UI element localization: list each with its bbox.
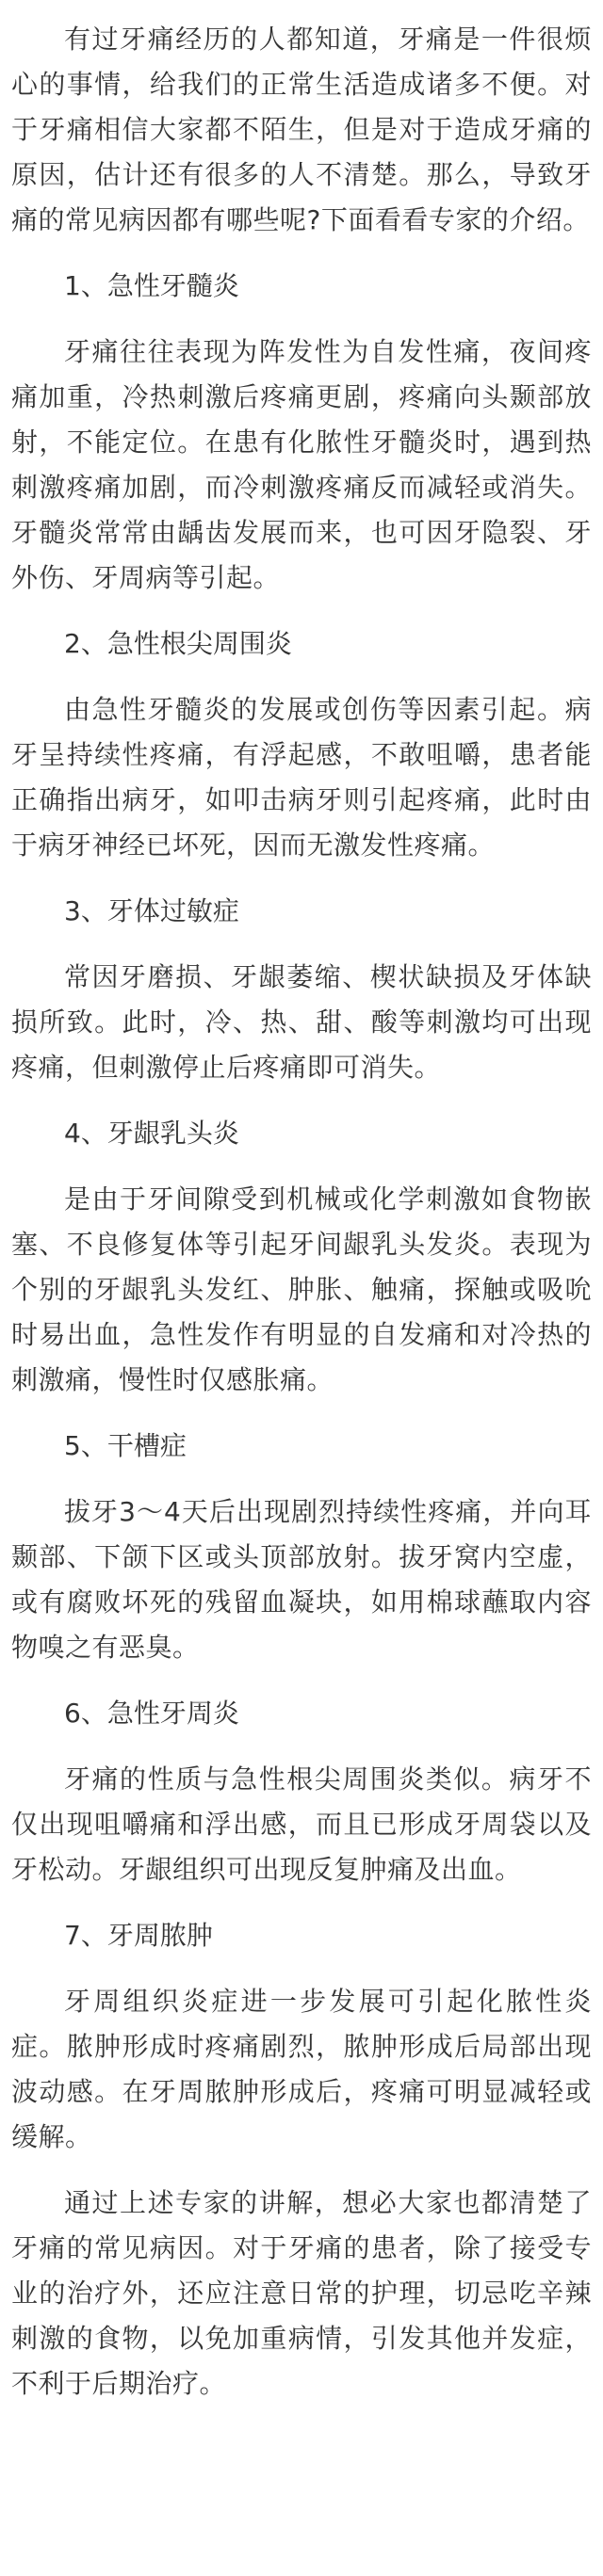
section-heading-7: 7、牙周脓肿	[64, 1920, 213, 1951]
section-heading-3: 3、牙体过敏症	[64, 895, 239, 926]
section-heading-1: 1、急性牙髓炎	[64, 270, 239, 301]
intro-paragraph: 有过牙痛经历的人都知道，牙痛是一件很烦心的事情，给我们的正常生活造成诸多不便。对于牙痛相信大家都不陌生，但是对于造成牙痛的原因，估计还有很多的人不清楚。那么，导致牙痛的常见病因都有哪些呢?下面看看专家的介绍。	[11, 24, 592, 235]
section-heading-5: 5、干槽症	[64, 1430, 187, 1461]
section-heading-6: 6、急性牙周炎	[64, 1698, 239, 1729]
section-body-1: 牙痛往往表现为阵发性为自发性痛，夜间疼痛加重，冷热刺激后疼痛更剧，疼痛向头颞部放射，不能定位。在患有化脓性牙髓炎时，遇到热刺激疼痛加剧，而冷刺激疼痛反而减轻或消失。牙髓炎常常由龋齿发展而来，也可因牙隐裂、牙外伤、牙周病等引起。	[11, 336, 592, 593]
section-body-4: 是由于牙间隙受到机械或化学刺激如食物嵌塞、不良修复体等引起牙间龈乳头发炎。表现为个别的牙龈乳头发红、肿胀、触痛，探触或吸吮时易出血，急性发作有明显的自发痛和对冷热的刺激痛，慢性时仅感胀痛。	[11, 1183, 592, 1395]
conclusion-paragraph: 通过上述专家的讲解，想必大家也都清楚了牙痛的常见病因。对于牙痛的患者，除了接受专业的治疗外，还应注意日常的护理，切忌吃辛辣刺激的食物，以免加重病情，引发其他并发症，不利于后期治疗。	[11, 2187, 592, 2399]
section-heading-2: 2、急性根尖周围炎	[64, 628, 292, 659]
section-body-6: 牙痛的性质与急性根尖周围炎类似。病牙不仅出现咀嚼痛和浮出感，而且已形成牙周袋以及牙松动。牙龈组织可出现反复肿痛及出血。	[11, 1763, 592, 1885]
section-body-7: 牙周组织炎症进一步发展可引起化脓性炎症。脓肿形成时疼痛剧烈，脓肿形成后局部出现波动感。在牙周脓肿形成后，疼痛可明显减轻或缓解。	[11, 1986, 592, 2152]
section-heading-4: 4、牙龈乳头炎	[64, 1118, 239, 1149]
section-body-2: 由急性牙髓炎的发展或创伤等因素引起。病牙呈持续性疼痛，有浮起感，不敢咀嚼，患者能正确指出病牙，如叩击病牙则引起疼痛，此时由于病牙神经已坏死，因而无激发性疼痛。	[11, 694, 592, 861]
section-body-5: 拔牙3～4天后出现剧烈持续性疼痛，并向耳颞部、下颌下区或头顶部放射。拔牙窝内空虚，或有腐败坏死的残留血凝块，如用棉球蘸取内容物嗅之有恶臭。	[11, 1496, 592, 1663]
section-body-3: 常因牙磨损、牙龈萎缩、楔状缺损及牙体缺损所致。此时，冷、热、甜、酸等刺激均可出现疼痛，但刺激停止后疼痛即可消失。	[11, 961, 592, 1083]
